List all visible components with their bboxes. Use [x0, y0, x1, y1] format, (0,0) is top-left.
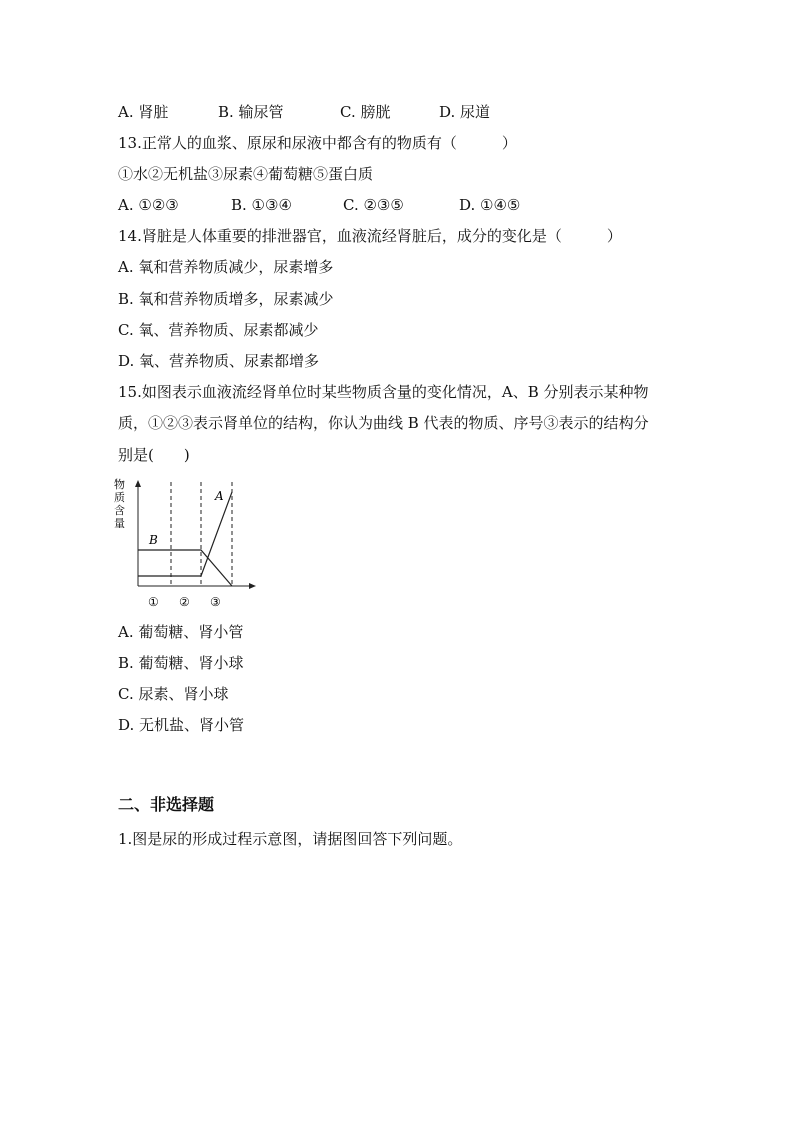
q15-stem-line-1: 15.如图表示血液流经肾单位时某些物质含量的变化情况，A、B 分别表示某种物 — [118, 383, 649, 401]
q12-option-b: B. 输尿管 — [218, 103, 284, 121]
y-label-char-1: 物 — [114, 478, 125, 491]
q13-option-b: B. ①③④ — [231, 196, 292, 214]
q12-option-d: D. 尿道 — [439, 103, 491, 121]
y-axis-arrow — [135, 480, 141, 487]
segment-label-3: ③ — [210, 595, 221, 609]
q15-stem-line-3: 别是( ) — [118, 446, 190, 464]
section-2-q1: 1.图是尿的形成过程示意图，请据图回答下列问题。 — [118, 830, 463, 848]
segment-label-2: ② — [179, 595, 190, 609]
q12-option-c: C. 膀胱 — [340, 103, 391, 121]
q14-option-b: B. 氧和营养物质增多，尿素减少 — [118, 290, 334, 308]
q15-option-c: C. 尿素、肾小球 — [118, 685, 229, 703]
y-label-char-2: 质 — [114, 491, 125, 504]
q13-option-a: A. ①②③ — [118, 196, 179, 214]
x-axis-arrow — [249, 583, 256, 589]
q15-figure — [112, 476, 262, 616]
q13-options — [118, 195, 520, 215]
q12-options — [118, 102, 490, 122]
q15-option-d: D. 无机盐、肾小管 — [118, 716, 245, 734]
curve-a-label: A — [215, 489, 224, 503]
q15-option-b: B. 葡萄糖、肾小球 — [118, 654, 244, 672]
y-label-char-4: 量 — [114, 517, 125, 530]
q13-option-c: C. ②③⑤ — [343, 196, 404, 214]
y-label-char-3: 含 — [114, 504, 125, 517]
q13-items: ①水②无机盐③尿素④葡萄糖⑤蛋白质 — [118, 165, 374, 183]
q14-stem: 14.肾脏是人体重要的排泄器官，血液流经肾脏后，成分的变化是（ ） — [118, 227, 622, 245]
curve-b-label: B — [149, 533, 158, 547]
q13-option-d: D. ①④⑤ — [459, 196, 521, 214]
q14-option-c: C. 氧、营养物质、尿素都减少 — [118, 321, 319, 339]
curve-b — [138, 550, 232, 586]
q14-option-a: A. 氧和营养物质减少，尿素增多 — [118, 258, 334, 276]
q14-option-d: D. 氧、营养物质、尿素都增多 — [118, 352, 320, 370]
q15-option-a: A. 葡萄糖、肾小管 — [118, 623, 244, 641]
q15-stem-line-2: 质，①②③表示肾单位的结构，你认为曲线 B 代表的物质、序号③表示的结构分 — [118, 414, 649, 432]
y-axis-label — [114, 477, 125, 530]
q12-option-a: A. 肾脏 — [118, 103, 169, 121]
q13-stem: 13.正常人的血浆、原尿和尿液中都含有的物质有（ ） — [118, 134, 517, 152]
section-2-title: 二、非选择题 — [118, 795, 215, 814]
segment-label-1: ① — [148, 595, 159, 609]
